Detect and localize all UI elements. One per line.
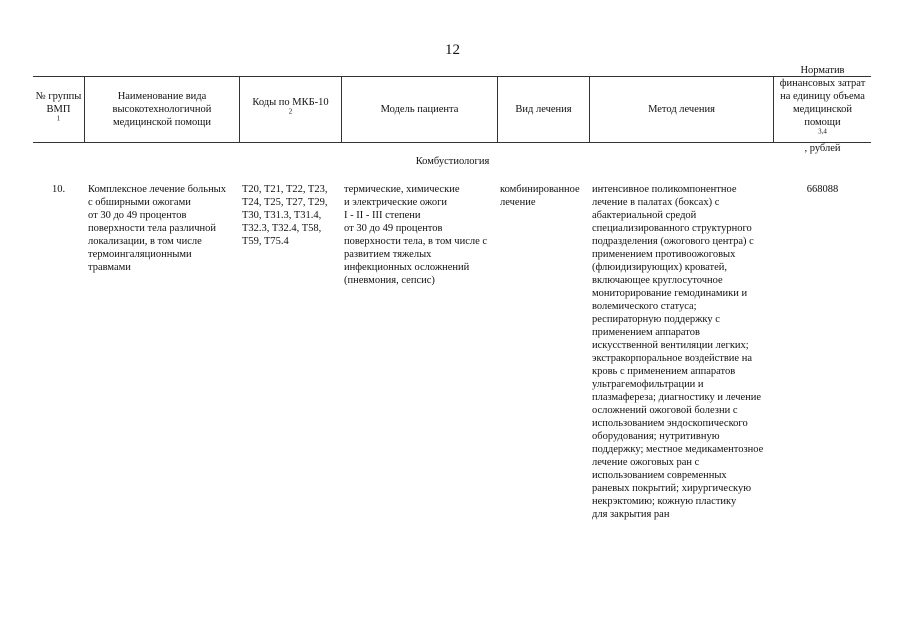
header-col-norm — [774, 64, 871, 154]
header-col-type-text: Вид лечения — [515, 103, 572, 115]
page-number: 12 — [445, 42, 460, 58]
header-col-method — [590, 76, 773, 142]
row-treatment-method: интенсивное поликомпонентное лечение в палатах (боксах) с абактериальной средой специализированного структурного подразделения (ожогового центра) с применением противоожоговых (флюидизирующих) кроватей, включающее круглосуточное мониторирование гемодинамики и волемического статуса; респираторную поддержку с применением аппаратов искусственной вентиляции легких; экстракорпоральное воздействие на кровь с применением аппаратов ультрагемофильтрации и плазмафереза; диагностику и лечение осложнений ожоговой болезни с использованием эндоскопического оборудования; нутритивную поддержку; местное медикаментозное лечение ожоговых ран с использованием современных раневых покрытий; хирургическую некрэктомию; кожную пластику для закрытия ран — [592, 184, 764, 520]
header-col-name-text: Наименование вида высокотехнологичной медицинской помощи — [112, 90, 212, 128]
header-col-method-text: Метод лечения — [648, 103, 715, 115]
header-col-name — [85, 76, 239, 142]
row-care-type: Комплексное лечение больных с обширными ожогами от 30 до 49 процентов поверхности тела различной локализации, в том числе термоингаляционными травмами — [88, 184, 226, 273]
row-number: 10. — [52, 184, 66, 195]
row-patient-model: термические, химические и электрические ожоги I - II - III степени от 30 до 49 процентов поверхности тела, в том числе с развитием тяжелых инфекционных осложнений (пневмония, сепсис) — [344, 184, 488, 286]
section-title: Комбустиология — [415, 156, 490, 167]
header-col-model-text: Модель пациента — [380, 103, 459, 115]
header-col-type — [498, 76, 589, 142]
header-col-model — [342, 76, 497, 142]
header-col-norm-suffix: , рублей — [804, 142, 841, 154]
footnote-ref: 1 — [56, 114, 61, 122]
header-col-number — [33, 76, 84, 142]
row-icd-codes: T20, T21, T22, T23, T24, T25, T27, T29, T30, T31.3, T31.4, T32.3, T32.4, T58, T59, T75.4 — [242, 184, 328, 247]
header-col-codes — [240, 76, 341, 142]
header-col-norm-text: Норматив финансовых затрат на единицу объема медицинской помощи — [779, 64, 866, 128]
row-cost-norm: 668088 — [806, 184, 839, 195]
footnote-ref: 2 — [288, 107, 293, 116]
footnote-ref: 3,4 — [818, 127, 827, 135]
row-treatment-type: комбинированное лечение — [500, 184, 580, 208]
header-col-codes-text: Коды по МКБ-10 — [252, 97, 329, 108]
header-bottom-border — [33, 142, 871, 143]
header-col-number-text: № группы ВМП — [35, 90, 82, 115]
